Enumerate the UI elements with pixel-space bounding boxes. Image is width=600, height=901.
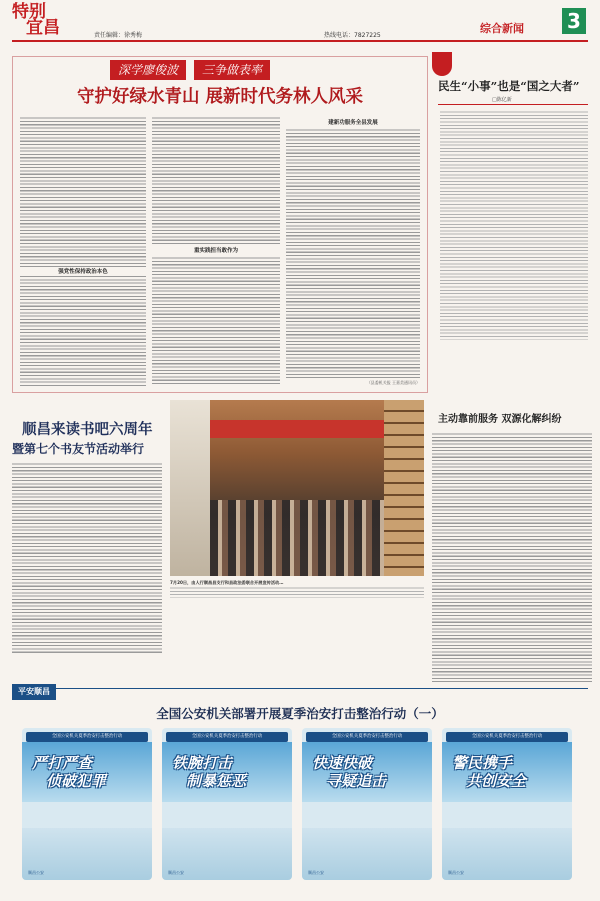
photo-banner (200, 420, 390, 438)
masthead (6, 2, 594, 40)
reading-story (12, 398, 162, 658)
card-footer: 顺昌公安 (448, 870, 464, 875)
card-footer: 顺昌公安 (28, 870, 44, 875)
card-footer: 顺昌公安 (168, 870, 184, 875)
reading-body (12, 462, 162, 654)
section-title: 综合新闻 (480, 22, 524, 35)
card-slogan: 铁腕打击 制暴惩恶 (172, 754, 247, 790)
police-column-label: 平安顺昌 (12, 684, 56, 700)
commentary-body (440, 110, 588, 340)
lead-byline: （县委机关报 王嘉美通讯员） (366, 380, 420, 385)
photo-window (170, 400, 210, 576)
lead-body-col2b (152, 256, 280, 386)
hotline: 热线电话：7827225 (324, 32, 381, 39)
commentary-rule (438, 104, 588, 105)
logo-text-1: 特别 (12, 2, 46, 22)
police-card-1 (22, 728, 152, 880)
news-photo (170, 400, 424, 576)
police-card-2 (162, 728, 292, 880)
lead-headline: 守护好绿水青山 展新时代务林人风采 (76, 87, 364, 107)
reading-headline-1: 顺昌来读书吧六周年 (22, 421, 153, 438)
photo-caption-extra (170, 586, 424, 598)
logo-text-2: 宜昌 (26, 18, 60, 38)
photo-caption: 7月20日，由人行顺昌县支行和县政法委联合开展宣传活动… (170, 580, 284, 585)
commentary-title: 民生“小事”也是“国之大者” (438, 79, 580, 93)
header-rule (12, 40, 588, 42)
police-card-4 (442, 728, 572, 880)
lead-body-col1 (20, 116, 146, 386)
lead-body-col3 (286, 128, 420, 378)
photo-crowd (210, 500, 384, 576)
lead-kicker (110, 60, 270, 80)
lead-subhead-1: 强党性保持政治本色 (20, 268, 146, 276)
photo-bookshelf (384, 400, 424, 576)
card-footer: 顺昌公安 (308, 870, 324, 875)
card-slogan: 严打严查 侦破犯罪 (32, 754, 107, 790)
kicker-part-2: 三争做表率 (194, 60, 270, 80)
card-caption: 全国公安机关夏季治安打击整治行动 (446, 732, 568, 742)
editor-credit: 责任编辑：徐秀梅 (94, 32, 143, 39)
masthead-logo (12, 4, 60, 36)
service-body (432, 432, 592, 682)
commentary-ornament (432, 52, 452, 76)
police-card-3 (302, 728, 432, 880)
card-caption: 全国公安机关夏季治安打击整治行动 (306, 732, 428, 742)
card-caption: 全国公安机关夏季治安打击整治行动 (26, 732, 148, 742)
police-headline: 全国公安机关部署开展夏季治安打击整治行动（一） (156, 706, 444, 721)
commentary (432, 52, 592, 342)
police-rule (12, 688, 588, 689)
lead-subhead-3: 建新功服务全县发展 (328, 120, 378, 126)
lead-body-col2a (152, 116, 280, 246)
card-caption: 全国公安机关夏季治安打击整治行动 (166, 732, 288, 742)
service-story (432, 398, 592, 658)
commentary-author: □陈亿新 (492, 97, 512, 103)
kicker-part-1: 深学廖俊波 (110, 60, 186, 80)
reading-headline-2: 暨第七个书友节活动举行 (12, 442, 145, 456)
lead-subhead-2: 重实践担当敢作为 (193, 248, 238, 254)
card-slogan: 警民携手 共创安全 (452, 754, 527, 790)
page-number: 3 (562, 8, 586, 34)
card-slogan: 快速快破 寻疑追击 (312, 754, 387, 790)
service-headline: 主动靠前服务 双源化解纠纷 (438, 414, 562, 425)
